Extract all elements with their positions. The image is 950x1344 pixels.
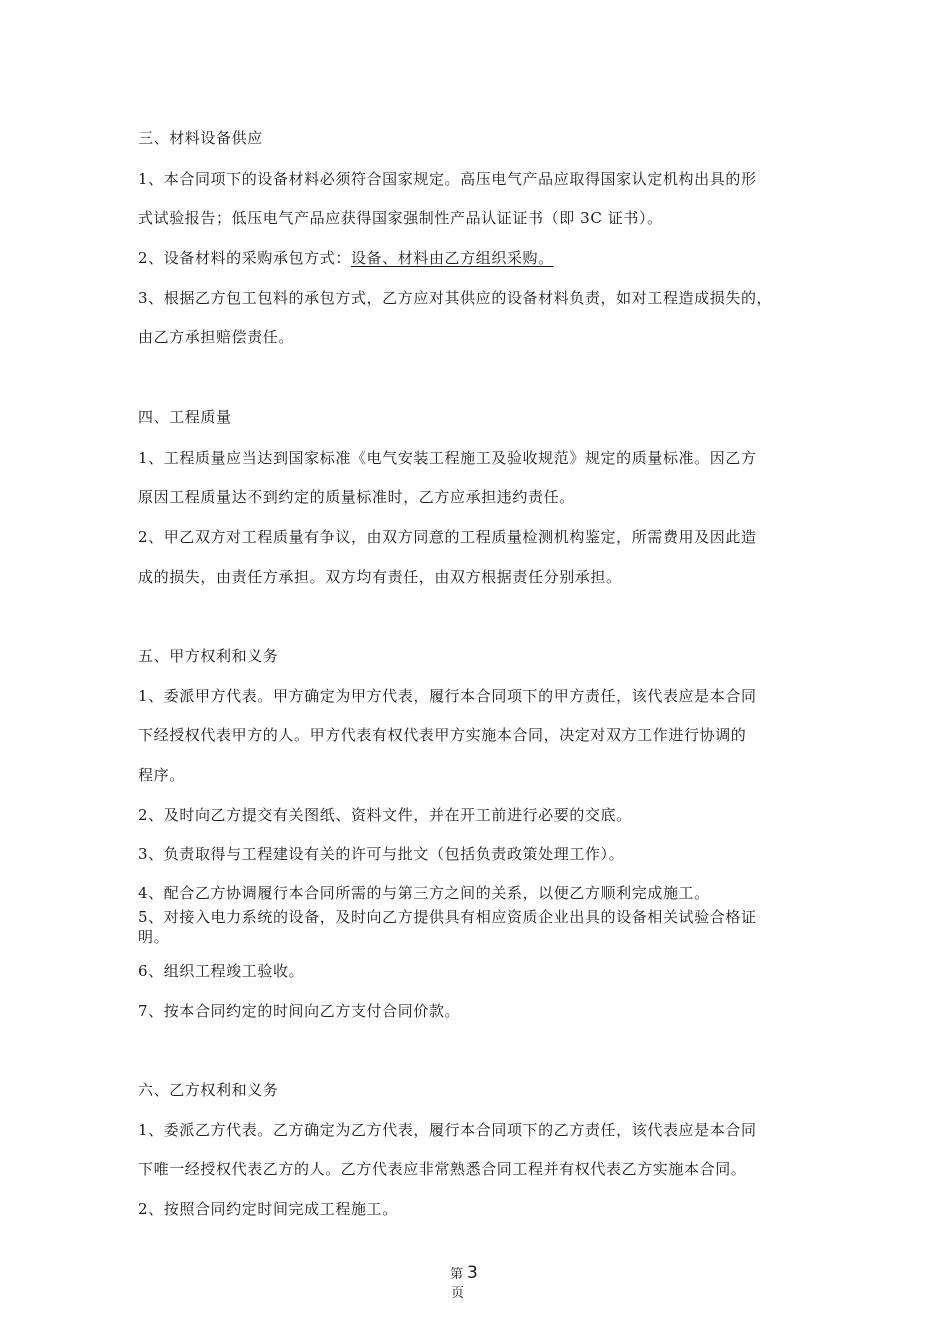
paragraph-line: 5、对接入电力系统的设备，及时向乙方提供具有相应资质企业出具的设备相关试验合格证	[138, 908, 757, 926]
paragraph-line: 7、按本合同约定的时间向乙方支付合同价款。	[138, 1002, 461, 1020]
paragraph-line: 1、工程质量应当达到国家标准《电气安装工程施工及验收规范》规定的质量标准。因乙方	[138, 449, 757, 467]
paragraph-line: 原因工程质量达不到约定的质量标准时，乙方应承担违约责任。	[138, 488, 575, 506]
paragraph-line	[138, 248, 554, 268]
section-heading-party-b: 六、乙方权利和义务	[138, 1081, 279, 1099]
paragraph-line: 1、委派甲方代表。甲方确定为甲方代表，履行本合同项下的甲方责任，该代表应是本合同	[138, 687, 757, 705]
page-number-suffix: 页	[451, 1286, 465, 1301]
section-heading-materials: 三、材料设备供应	[138, 129, 263, 147]
paragraph-line: 明。	[138, 928, 170, 946]
paragraph-line: 下唯一经授权代表乙方的人。乙方代表应非常熟悉合同工程并有权代表乙方实施本合同。	[138, 1160, 747, 1178]
paragraph-line: 由乙方承担赔偿责任。	[138, 328, 295, 346]
paragraph-line: 3、根据乙方包工包料的承包方式，乙方应对其供应的设备材料负责，如对工程造成损失的，	[138, 289, 773, 307]
paragraph-line: 6、组织工程竣工验收。	[138, 962, 305, 980]
paragraph-line: 程序。	[138, 766, 185, 784]
paragraph-line: 2、甲乙双方对工程质量有争议，由双方同意的工程质量检测机构鉴定，所需费用及因此造	[138, 528, 757, 546]
paragraph-line: 成的损失，由责任方承担。双方均有责任，由双方根据责任分别承担。	[138, 568, 622, 586]
page-number-prefix: 第	[450, 1267, 464, 1282]
section-heading-party-a: 五、甲方权利和义务	[138, 647, 279, 665]
paragraph-text: 2、设备材料的采购承包方式：	[138, 249, 351, 267]
paragraph-line: 3、负责取得与工程建设有关的许可与批文（包括负责政策处理工作）。	[138, 845, 625, 863]
paragraph-line: 1、本合同项下的设备材料必须符合国家规定。高压电气产品应取得国家认定机构出具的形	[138, 170, 757, 188]
paragraph-line: 1、委派乙方代表。乙方确定为乙方代表，履行本合同项下的乙方责任，该代表应是本合同	[138, 1121, 757, 1139]
paragraph-line: 4、配合乙方协调履行本合同所需的与第三方之间的关系，以便乙方顺利完成施工。	[138, 884, 710, 902]
page-number: 3	[467, 1263, 478, 1283]
paragraph-line: 2、按照合同约定时间完成工程施工。	[138, 1200, 398, 1218]
section-heading-quality: 四、工程质量	[138, 408, 232, 426]
underlined-text: 设备、材料由乙方组织采购。	[350, 249, 554, 267]
paragraph-line: 2、及时向乙方提交有关图纸、资料文件，并在开工前进行必要的交底。	[138, 806, 632, 824]
paragraph-line: 式试验报告；低压电气产品应获得国家强制性产品认证证书（即 3C 证书）。	[138, 209, 663, 227]
paragraph-line: 下经授权代表甲方的人。甲方代表有权代表甲方实施本合同，决定对双方工作进行协调的	[138, 726, 747, 744]
